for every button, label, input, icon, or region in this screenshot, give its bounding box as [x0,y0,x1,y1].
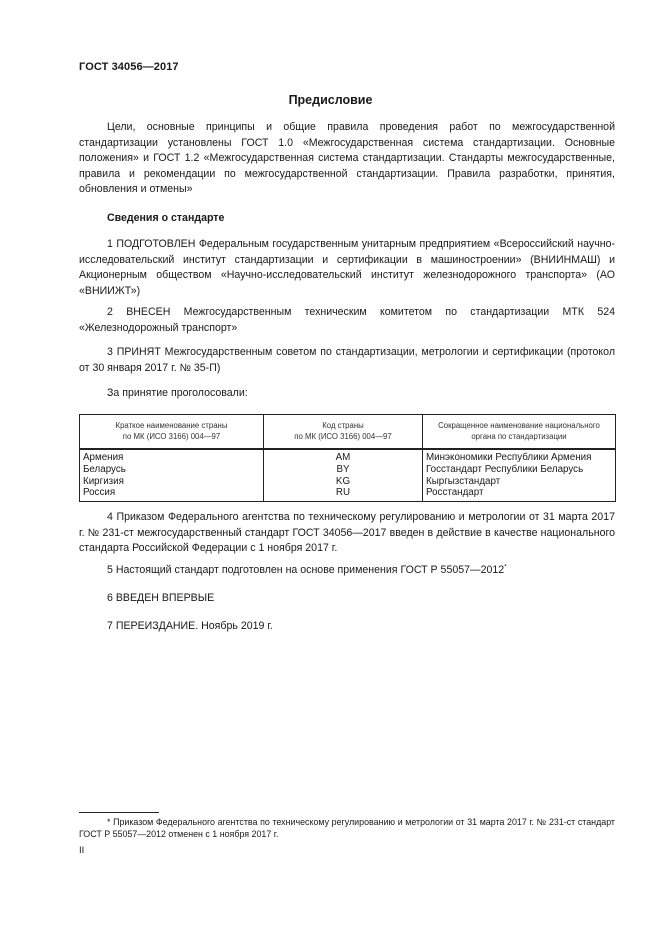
footnote-mark: * [504,563,507,571]
table-cell: Росстандарт [426,487,484,499]
table-cell: Россия [83,487,116,499]
footnote-divider [79,812,159,813]
document-code: ГОСТ 34056—2017 [79,61,179,73]
table-cell: BY [336,463,350,475]
page-number: II [79,845,85,856]
item-1-prepared: 1 ПОДГОТОВЛЕН Федеральным государственным унитарным предприятием «Всероссийский научно-исследовательский институт стандартизации и сертификации в машиностроении» (ВНИИНМАШ) и Акционерным обществом «Научно-исследовательский институт железнодорожного транспорта» (АО «ВНИИЖТ») [79,238,615,297]
item-2-introduced: 2 ВНЕСЕН Межгосударственным техническим комитетом по стандартизации МТК 524 «Железнодорожный транспорт» [79,306,615,334]
item-6-first-introduced: 6 ВВЕДЕН ВПЕРВЫЕ [107,592,215,604]
info-heading: Сведения о стандарте [107,212,225,224]
table-cell: Кыргызстандарт [426,475,501,487]
table-body-row [80,449,616,502]
item-3-adopted: 3 ПРИНЯТ Межгосударственным советом по стандартизации, метрологии и сертификации (протокол от 30 января 2017 г. № 35-П) [79,346,615,374]
table-cell: Минэкономики Республики Армения [426,452,592,463]
table-cell: Беларусь [83,463,126,475]
header-country-code: Код страны по МК (ИСО 3166) 004—97 [264,415,423,450]
item-4-order: 4 Приказом Федерального агентства по техническому регулированию и метрологии от 31 марта 2017 г. № 231-ст межгосударственный стандарт ГОСТ 34056—2017 введен в действие в качестве национального стандарта Российской Федерации с 1 ноября 2017 г. [79,511,615,555]
footnote-text: * Приказом Федерального агентства по техническому регулированию и метрологии от 31 марта 2017 г. № 231-ст стандарт ГОСТ Р 55057—2012 отменен с 1 ноября 2017 г. [79,817,615,840]
voted-label: За принятие проголосовали: [107,387,248,399]
table-cell: KG [335,475,351,487]
item-5-basis: 5 Настоящий стандарт подготовлен на основе применения ГОСТ Р 55057—2012* [107,563,507,576]
national-bodies-cell [423,449,616,502]
table-cell: Госстандарт Республики Беларусь [426,463,584,475]
table-cell: RU [335,487,351,499]
section-title: Предисловие [288,93,373,107]
item-7-reissue: 7 ПЕРЕИЗДАНИЕ. Ноябрь 2019 г. [107,620,273,632]
voting-table [79,414,616,502]
country-names-cell [80,449,264,502]
table-cell: AM [335,452,351,463]
header-national-body: Сокращенное наименование национального органа по стандартизации [423,415,616,450]
intro-paragraph: Цели, основные принципы и общие правила проведения работ по межгосударственной стандартизации установлены ГОСТ 1.0 «Межгосударственная система стандартизации. Основные положения» и ГОСТ 1.2 «Межгосударственная система стандартизации. Стандарты межгосударственные, правила и рекомендации по межгосударственной стандартизации. Правила разработки, принятия, обновления и отмены» [79,121,615,196]
header-country-name: Краткое наименование страны по МК (ИСО 3166) 004—97 [80,415,264,450]
table-header-row [80,415,616,450]
table-cell: Армения [83,452,124,463]
table-cell: Киргизия [83,475,124,487]
country-codes-cell [264,449,423,502]
